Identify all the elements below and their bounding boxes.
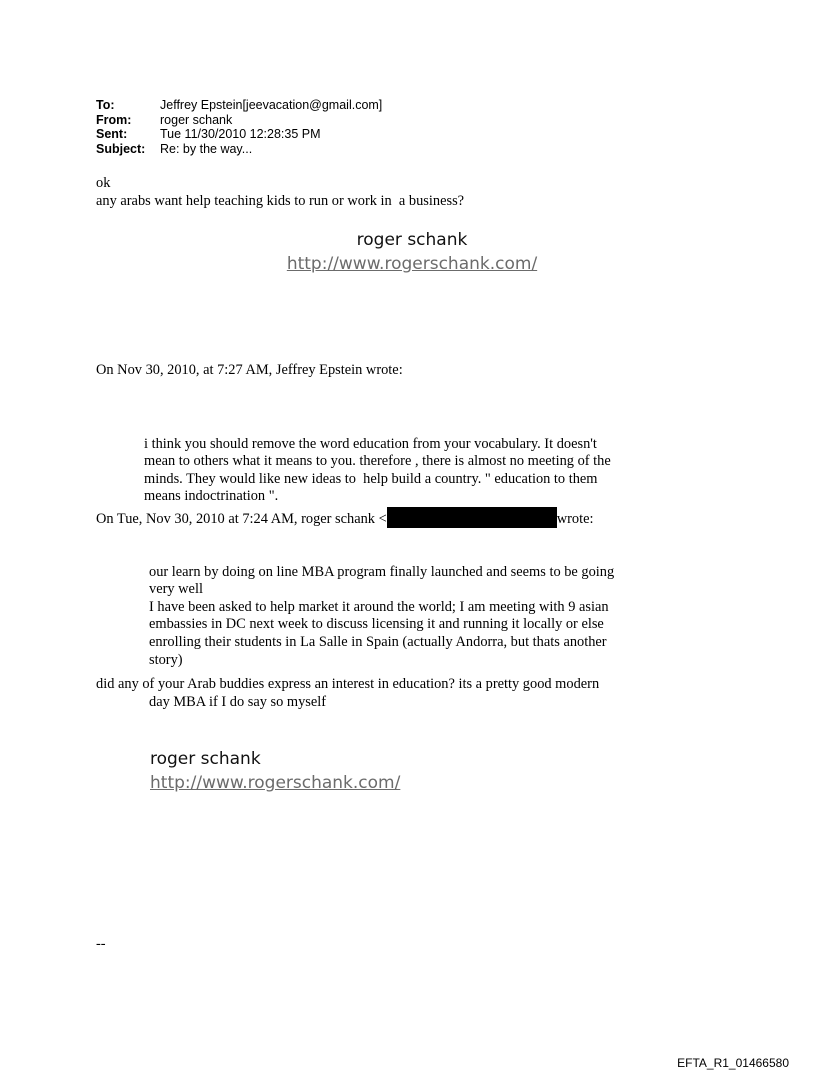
subject-label: Subject: [96, 141, 146, 156]
quote-1-line: i think you should remove the word education from your vocabulary. It doesn't [144, 435, 597, 452]
quote-2-body [149, 546, 614, 687]
sent-label: Sent: [96, 127, 128, 142]
quote-2-intro [96, 509, 594, 530]
quote-2-intro-prefix: On Tue, Nov 30, 2010 at 7:24 AM, roger schank < [96, 510, 387, 527]
quote-2-question-line-1: did any of your Arab buddies express an interest in education? its a pretty good modern [96, 676, 600, 692]
redaction-box [387, 507, 557, 528]
document-id: EFTA_R1_01466580 [677, 1056, 789, 1070]
quote-1-line: minds. They would like new ideas to help build a country. " education to them [144, 470, 598, 487]
to-value: Jeffrey Epstein[jeevacation@gmail.com] [160, 98, 383, 112]
quote-2-line: embassies in DC next week to discuss licensing it and running it locally or else [149, 616, 604, 633]
signature-1-name: roger schank [356, 230, 468, 250]
signature-2-link[interactable]: http://www.rogerschank.com/ [150, 773, 401, 793]
quote-2-line: story) [149, 651, 183, 668]
sent-row [96, 127, 382, 142]
separator: -- [96, 936, 106, 952]
quote-1-intro: On Nov 30, 2010, at 7:27 AM, Jeffrey Epstein wrote: [96, 362, 403, 378]
from-value: roger schank [160, 112, 233, 127]
from-row [96, 113, 382, 128]
signature-1-link[interactable]: http://www.rogerschank.com/ [286, 254, 538, 274]
body-line-2: any arabs want help teaching kids to run or work in a business? [96, 193, 465, 209]
quote-1-line: means indoctrination ". [144, 488, 279, 505]
body-line-1: ok [96, 175, 111, 191]
sent-value: Tue 11/30/2010 12:28:35 PM [160, 127, 321, 142]
signature-2-name: roger schank [150, 749, 261, 769]
quote-2-line: our learn by doing on line MBA program finally launched and seems to be going [149, 563, 615, 580]
quote-2-line: very well [149, 581, 203, 598]
quote-2-line: enrolling their students in La Salle in Spain (actually Andorra, but thats another [149, 633, 607, 650]
quote-2-intro-suffix: wrote: [556, 510, 594, 527]
to-label: To: [96, 98, 115, 112]
from-label: From: [96, 112, 132, 127]
to-row [96, 98, 382, 113]
quote-1-line: mean to others what it means to you. therefore , there is almost no meeting of the [144, 453, 611, 470]
subject-value: Re: by the way... [160, 141, 253, 156]
quote-2-question-line-2: day MBA if I do say so myself [149, 694, 327, 710]
email-header [96, 98, 382, 156]
subject-row [96, 142, 382, 157]
quote-2-line: I have been asked to help market it around the world; I am meeting with 9 asian [149, 598, 609, 615]
